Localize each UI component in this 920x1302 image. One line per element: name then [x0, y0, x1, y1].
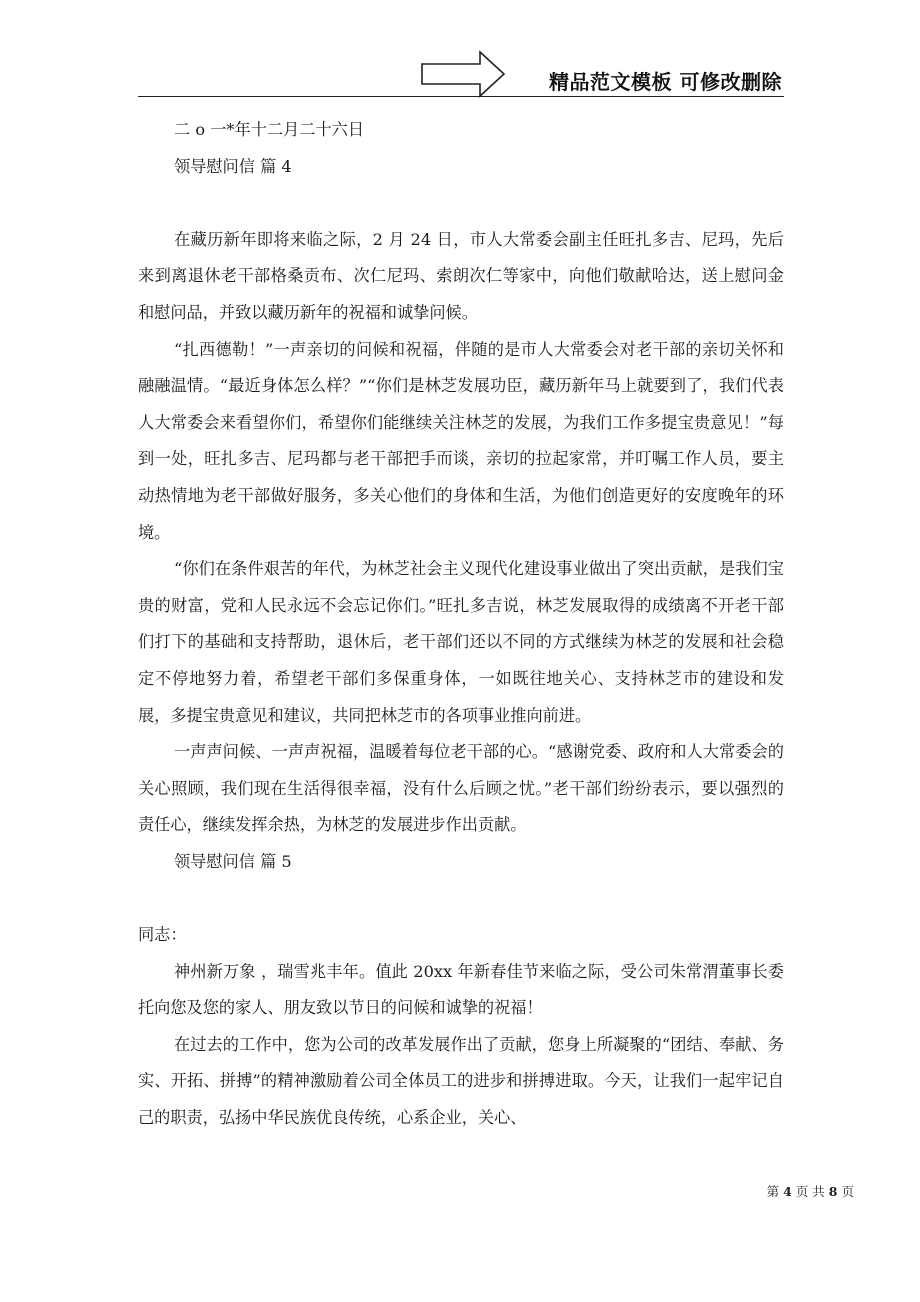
paragraph: 在过去的工作中，您为公司的改革发展作出了贡献，您身上所凝聚的“团结、奉献、务实、开拓、拼搏”的精神激励着公司全体员工的进步和拼搏进取。今天，让我们一起牢记自己的职责，弘扬中华民族优良传统，心系企业，关心、 — [138, 1034, 784, 1128]
header-title: 精品范文模板 可修改删除 — [549, 70, 782, 94]
spacer — [138, 880, 784, 917]
header-divider — [138, 96, 784, 97]
spacer — [138, 185, 784, 222]
total-pages: 8 — [828, 1184, 838, 1199]
current-page: 4 — [783, 1184, 792, 1199]
document-body — [138, 112, 784, 1137]
section-title: 领导慰问信 篇 5 — [174, 851, 292, 871]
paragraph: 在藏历新年即将来临之际，2 月 24 日，市人大常委会副主任旺扎多吉、尼玛，先后来到离退休老干部格桑贡布、次仁尼玛、索朗次仁等家中，向他们敬献哈达，送上慰问金和慰问品，并致以藏历新年的祝福和诚挚问候。 — [138, 229, 784, 322]
paragraph: “你们在条件艰苦的年代，为林芝社会主义现代化建设事业做出了突出贡献，是我们宝贵的财富，党和人民永远不会忘记你们。”旺扎多吉说，林芝发展取得的成绩离不开老干部们打下的基础和支持帮助，退休后，老干部们还以不同的方式继续为林芝的发展和社会稳定不停地努力着，希望老干部们多保重身体，一如既往地关心、支持林芝市的建设和发展，多提宝贵意见和建议，共同把林芝市的各项事业推向前进。 — [138, 559, 784, 725]
arrow-right-icon — [420, 50, 506, 98]
paragraph: 神州新万象 ，瑞雪兆丰年。值此 20xx 年新春佳节来临之际，受公司朱常渭董事长委托向您及您的家人、朋友致以节日的问候和诚挚的祝福！ — [138, 961, 784, 1018]
page-number — [767, 1182, 854, 1200]
page-number-middle: 页 共 — [795, 1184, 825, 1199]
page-header — [138, 50, 784, 98]
page-number-prefix: 第 — [766, 1184, 780, 1199]
paragraph: 一声声问候、一声声祝福，温暖着每位老干部的心。“感谢党委、政府和人大常委会的关心照顾，我们现在生活得很幸福，没有什么后顾之忧。”老干部们纷纷表示，要以强烈的责任心，继续发挥余热，为林芝的发展进步作出贡献。 — [138, 742, 784, 835]
date-line: 二 o 一*年十二月二十六日 — [174, 120, 365, 139]
page-number-suffix: 页 — [841, 1184, 854, 1199]
section-title: 领导慰问信 篇 4 — [174, 156, 292, 176]
paragraph: “扎西德勒！”一声亲切的问候和祝福，伴随的是市人大常委会对老干部的亲切关怀和融融温情。“最近身体怎么样？”“你们是林芝发展功臣，藏历新年马上就要到了，我们代表人大常委会来看望你们，希望你们能继续关注林芝的发展，为我们工作多提宝贵意见！”每到一处，旺扎多吉、尼玛都与老干部把手而谈，亲切的拉起家常，并叮嘱工作人员，要主动热情地为老干部做好服务，多关心他们的身体和生活，为他们创造更好的安度晚年的环境。 — [138, 339, 784, 542]
salutation: 同志： — [138, 925, 187, 945]
